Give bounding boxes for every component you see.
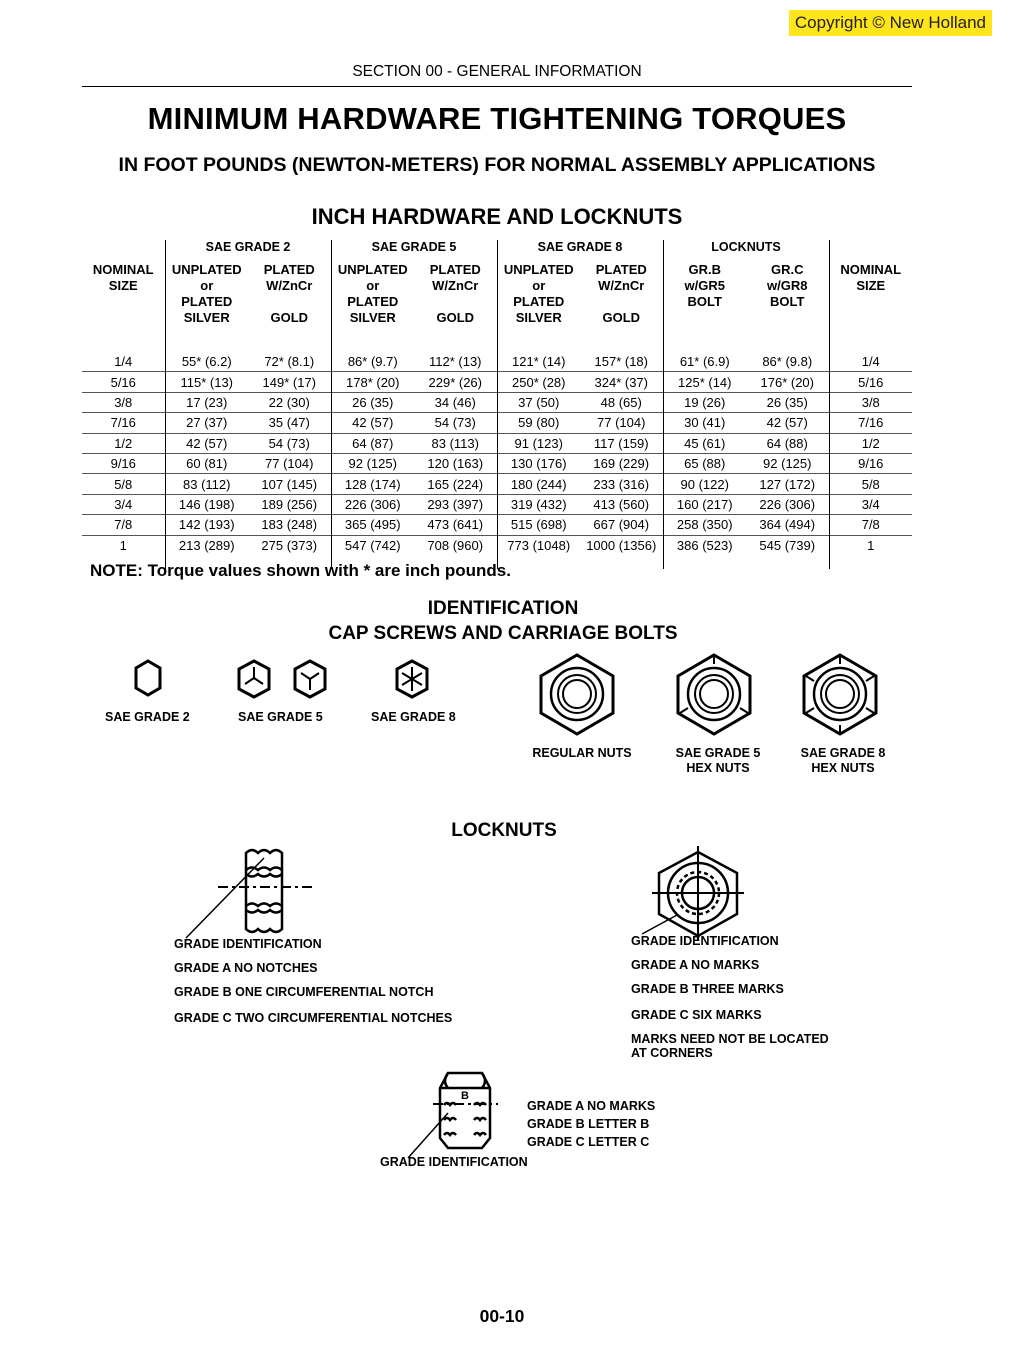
nut-letter-mark: B	[461, 1090, 469, 1102]
table-title: INCH HARDWARE AND LOCKNUTS	[311, 204, 683, 229]
table-cell: 117 (159)	[580, 433, 663, 453]
table-cell: 176* (20)	[746, 372, 829, 392]
notched-locknut-icon	[186, 850, 316, 938]
table-cell: 42 (57)	[746, 413, 829, 433]
sae-grade-8-bolt-icon	[397, 661, 427, 697]
right-grade-identification: GRADE IDENTIFICATION	[631, 934, 779, 948]
table-cell: 293 (397)	[414, 494, 497, 514]
table-cell: 120 (163)	[414, 453, 497, 473]
table-cell: 1000 (1356)	[580, 535, 663, 555]
locknuts-title: LOCKNUTS	[451, 820, 557, 841]
col-grb: GR.B w/GR5 BOLT	[663, 262, 746, 338]
table-cell: 473 (641)	[414, 515, 497, 535]
table-cell: 258 (350)	[663, 515, 746, 535]
letter-marks-list: GRADE A NO MARKS GRADE B LETTER B GRADE C LETTER C	[527, 1099, 656, 1149]
table-cell: 547 (742)	[331, 535, 414, 555]
label-sae-grade-2: SAE GRADE 2	[105, 710, 190, 724]
table-cell: 128 (174)	[331, 474, 414, 494]
table-cell: 3/8	[829, 392, 912, 412]
table-cell: 160 (217)	[663, 494, 746, 514]
table-cell: 9/16	[82, 453, 165, 473]
label-sae-grade-5-hex-nuts: SAE GRADE 5 HEX NUTS	[675, 746, 761, 775]
table-cell: 65 (88)	[663, 453, 746, 473]
table-cell: 90 (122)	[663, 474, 746, 494]
label-regular-nuts: REGULAR NUTS	[532, 746, 632, 760]
table-cell: 1/4	[114, 354, 133, 370]
table-cell: 37 (50)	[497, 392, 580, 412]
group-sae-grade-5: SAE GRADE 5	[331, 240, 497, 262]
table-cell: 26 (35)	[331, 392, 414, 412]
table-cell: 226 (306)	[331, 494, 414, 514]
table-cell: 708 (960)	[414, 535, 497, 555]
table-cell: 64 (87)	[331, 433, 414, 453]
table-cell: 115* (13)	[165, 372, 248, 392]
left-grade-a: GRADE A NO NOTCHES	[174, 961, 318, 975]
page-subtitle: IN FOOT POUNDS (NEWTON-METERS) FOR NORMAL ASSEMBLY APPLICATIONS	[118, 154, 876, 176]
table-cell: 275 (373)	[248, 535, 331, 555]
label-sae-grade-8-hex-nuts: SAE GRADE 8 HEX NUTS	[800, 746, 886, 775]
table-cell: 83 (112)	[165, 474, 248, 494]
table-cell: 7/16	[829, 413, 912, 433]
group-sae-grade-2: SAE GRADE 2	[165, 240, 331, 262]
letter-grade-identification: GRADE IDENTIFICATION	[380, 1155, 528, 1169]
table-cell: 22 (30)	[248, 392, 331, 412]
sae-grade-5-bolt-alt-icon	[295, 661, 325, 697]
table-cell: 5/16	[82, 372, 165, 392]
right-grade-c: GRADE C SIX MARKS	[631, 1008, 762, 1022]
table-cell: 319 (432)	[497, 494, 580, 514]
table-cell: 83 (113)	[414, 433, 497, 453]
table-cell: 77 (104)	[248, 453, 331, 473]
table-cell: 233 (316)	[580, 474, 663, 494]
table-cell: 5/16	[829, 372, 912, 392]
torque-note: NOTE: Torque values shown with * are inch pounds.	[90, 561, 511, 580]
table-cell: 30 (41)	[663, 413, 746, 433]
col-unplated: UNPLATED or PLATED SILVER	[165, 262, 248, 338]
table-cell: 86* (9.8)	[762, 354, 813, 370]
marked-locknut-icon	[642, 846, 744, 940]
lettered-locknut-icon	[408, 1073, 498, 1158]
table-cell: 7/8	[829, 515, 912, 535]
col-plated: PLATED W/ZnCr GOLD	[263, 262, 315, 325]
col-unplated: UNPLATED or PLATED SILVER	[331, 262, 414, 338]
left-grade-identification: GRADE IDENTIFICATION	[174, 937, 322, 951]
table-cell: 1/2	[829, 433, 912, 453]
table-cell: 112* (13)	[428, 354, 482, 370]
group-locknuts: LOCKNUTS	[663, 240, 829, 262]
table-cell: 3/4	[82, 494, 165, 514]
table-cell: 226 (306)	[746, 494, 829, 514]
table-cell: 165 (224)	[414, 474, 497, 494]
page-title: MINIMUM HARDWARE TIGHTENING TORQUES	[147, 101, 847, 136]
col-plated: PLATED W/ZnCr GOLD	[595, 262, 647, 325]
table-cell: 42 (57)	[331, 413, 414, 433]
table-cell: 773 (1048)	[497, 535, 580, 555]
regular-nut-icon	[541, 655, 613, 734]
table-cell: 149* (17)	[248, 372, 331, 392]
table-cell: 545 (739)	[746, 535, 829, 555]
table-cell: 54 (73)	[414, 413, 497, 433]
table-cell: 107 (145)	[248, 474, 331, 494]
table-cell: 213 (289)	[165, 535, 248, 555]
table-cell: 178* (20)	[331, 372, 414, 392]
col-grc: GR.C w/GR8 BOLT	[767, 262, 808, 309]
table-cell: 34 (46)	[414, 392, 497, 412]
table-cell: 17 (23)	[165, 392, 248, 412]
table-cell: 515 (698)	[497, 515, 580, 535]
table-cell: 667 (904)	[580, 515, 663, 535]
table-cell: 365 (495)	[331, 515, 414, 535]
table-cell: 364 (494)	[746, 515, 829, 535]
col-nominal-size: NOMINAL SIZE	[92, 262, 154, 293]
table-cell: 146 (198)	[165, 494, 248, 514]
table-cell: 55* (6.2)	[165, 352, 248, 372]
table-cell: 180 (244)	[497, 474, 580, 494]
label-sae-grade-5: SAE GRADE 5	[238, 710, 323, 724]
right-marks-note: MARKS NEED NOT BE LOCATED AT CORNERS	[631, 1032, 829, 1060]
copyright-badge: Copyright © New Holland	[789, 10, 992, 36]
table-cell: 413 (560)	[580, 494, 663, 514]
right-grade-b: GRADE B THREE MARKS	[631, 982, 784, 996]
table-cell: 1	[82, 535, 165, 555]
table-cell: 250* (28)	[497, 372, 580, 392]
table-cell: 48 (65)	[580, 392, 663, 412]
table-cell: 5/8	[82, 474, 165, 494]
table-cell: 1/4	[829, 352, 912, 372]
sae-grade-2-bolt-icon	[136, 661, 160, 695]
table-cell: 60 (81)	[165, 453, 248, 473]
sae-grade-5-hex-nut-icon	[678, 655, 750, 734]
table-cell: 142 (193)	[165, 515, 248, 535]
group-sae-grade-8: SAE GRADE 8	[497, 240, 663, 262]
table-cell: 9/16	[829, 453, 912, 473]
table-cell: 1	[829, 535, 912, 555]
table-cell: 92 (125)	[746, 453, 829, 473]
table-cell: 1/2	[82, 433, 165, 453]
table-cell: 3/8	[82, 392, 165, 412]
table-cell: 324* (37)	[580, 372, 663, 392]
table-cell: 27 (37)	[165, 413, 248, 433]
table-cell: 64 (88)	[746, 433, 829, 453]
identification-title: IDENTIFICATION CAP SCREWS AND CARRIAGE BOLTS	[328, 598, 678, 644]
table-cell: 169 (229)	[580, 453, 663, 473]
table-cell: 45 (61)	[663, 433, 746, 453]
sae-grade-5-bolt-icon	[239, 661, 269, 697]
col-nominal-size: NOMINAL SIZE	[829, 262, 912, 338]
table-cell: 86* (9.7)	[331, 352, 414, 372]
col-unplated: UNPLATED or PLATED SILVER	[497, 262, 580, 338]
sae-grade-8-hex-nut-icon	[804, 655, 876, 734]
col-plated: PLATED W/ZnCr GOLD	[429, 262, 481, 325]
table-cell: 54 (73)	[248, 433, 331, 453]
table-cell: 92 (125)	[331, 453, 414, 473]
page-number: 00-10	[479, 1306, 525, 1326]
left-grade-b: GRADE B ONE CIRCUMFERENTIAL NOTCH	[174, 985, 434, 999]
table-cell: 91 (123)	[497, 433, 580, 453]
section-header: SECTION 00 - GENERAL INFORMATION	[352, 63, 642, 80]
left-grade-c: GRADE C TWO CIRCUMFERENTIAL NOTCHES	[174, 1011, 453, 1025]
table-cell: 77 (104)	[580, 413, 663, 433]
label-sae-grade-8: SAE GRADE 8	[371, 710, 456, 724]
table-cell: 121* (14)	[497, 352, 580, 372]
table-cell: 19 (26)	[663, 392, 746, 412]
table-cell: 35 (47)	[248, 413, 331, 433]
table-cell: 42 (57)	[165, 433, 248, 453]
table-cell: 7/8	[82, 515, 165, 535]
table-cell: 3/4	[829, 494, 912, 514]
table-cell: 386 (523)	[663, 535, 746, 555]
table-cell: 125* (14)	[663, 372, 746, 392]
table-cell: 189 (256)	[248, 494, 331, 514]
table-cell: 7/16	[82, 413, 165, 433]
table-cell: 72* (8.1)	[264, 354, 315, 370]
table-cell: 61* (6.9)	[663, 352, 746, 372]
right-grade-a: GRADE A NO MARKS	[631, 958, 760, 972]
table-cell: 157* (18)	[594, 354, 648, 370]
table-cell: 130 (176)	[497, 453, 580, 473]
table-cell: 229* (26)	[414, 372, 497, 392]
table-cell: 183 (248)	[248, 515, 331, 535]
table-cell: 5/8	[829, 474, 912, 494]
table-cell: 26 (35)	[746, 392, 829, 412]
table-cell: 59 (80)	[497, 413, 580, 433]
table-cell: 127 (172)	[746, 474, 829, 494]
